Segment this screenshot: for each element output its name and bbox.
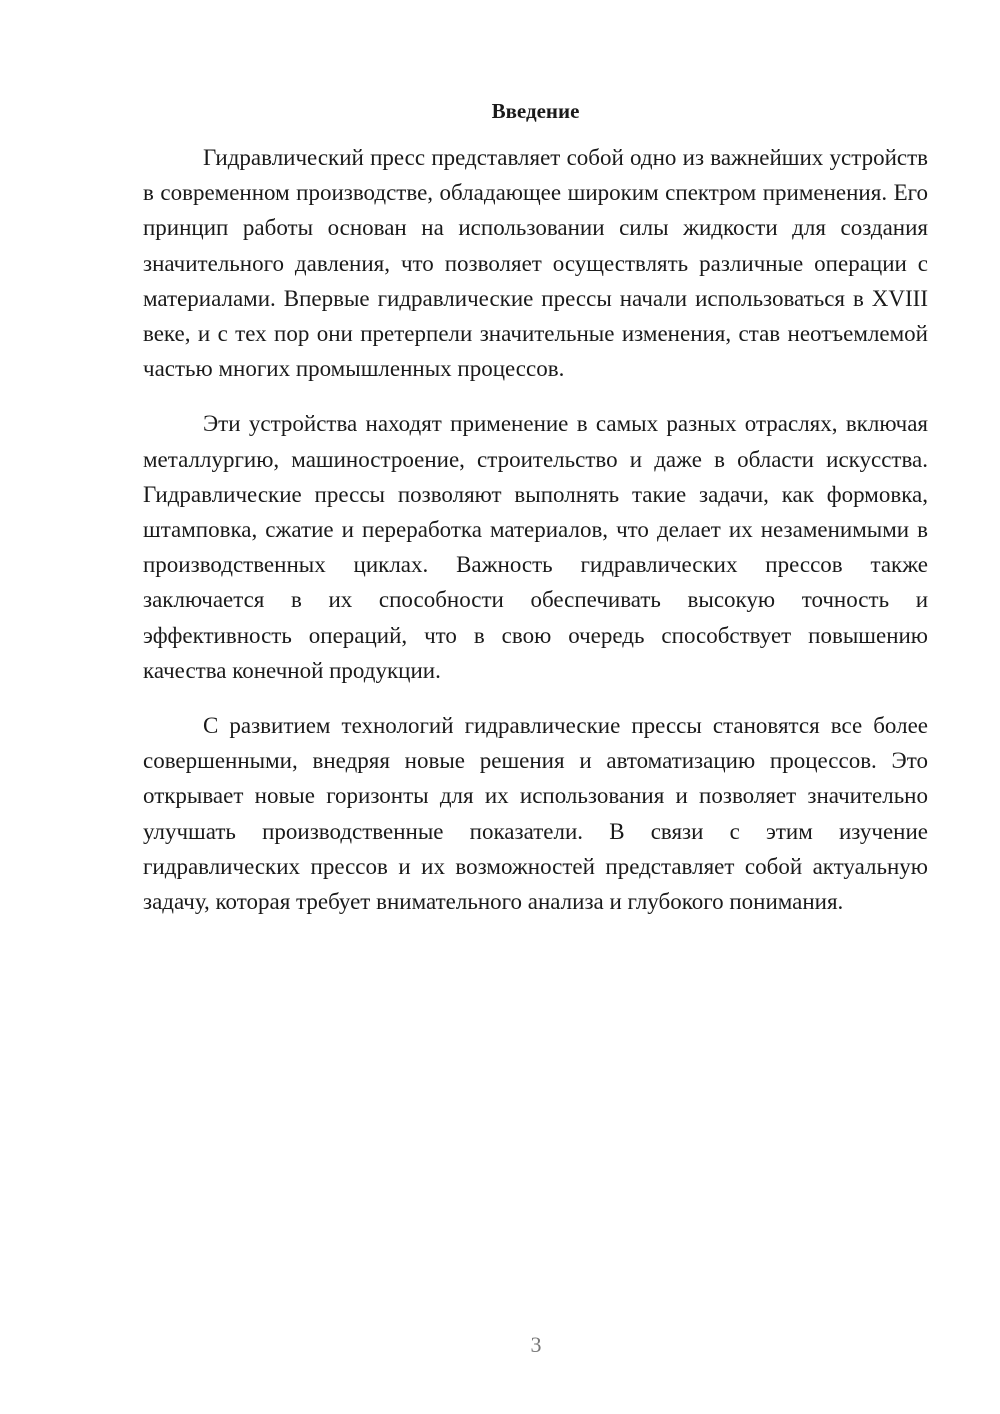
paragraph-2: Эти устройства находят применение в самых разных отраслях, включая металлургию, машиностроение, строительство и даже в области искусства. Гидравлические прессы позволяют выполнять такие задачи, как формовка, штамповка, сжатие и переработка материалов, что делает их незаменимыми в производственных циклах. Важность гидравлических прессов также заключается в их способности обеспечивать высокую точность и эффективность операций, что в свою очередь способствует повышению качества конечной продукции. — [143, 411, 928, 683]
section-title: Введение — [491, 99, 580, 123]
page-number: 3 — [530, 1332, 542, 1357]
body-text — [143, 140, 928, 939]
paragraph-1: Гидравлический пресс представляет собой одно из важнейших устройств в современном производстве, обладающее широким спектром применения. Его принцип работы основан на использовании силы жидкости для создания значительного давления, что позволяет осуществлять различные операции с материалами. Впервые гидравлические прессы начали использоваться в XVIII веке, и с тех пор они претерпели значительные изменения, став неотъемлемой частью многих промышленных процессов. — [143, 145, 928, 382]
paragraph-3: С развитием технологий гидравлические прессы становятся все более совершенными, внедряя новые решения и автоматизацию процессов. Это открывает новые горизонты для их использования и позволяет значительно улучшать производственные показатели. В связи с этим изучение гидравлических прессов и их возможностей представляет собой актуальную задачу, которая требует внимательного анализа и глубокого понимания. — [143, 713, 928, 915]
